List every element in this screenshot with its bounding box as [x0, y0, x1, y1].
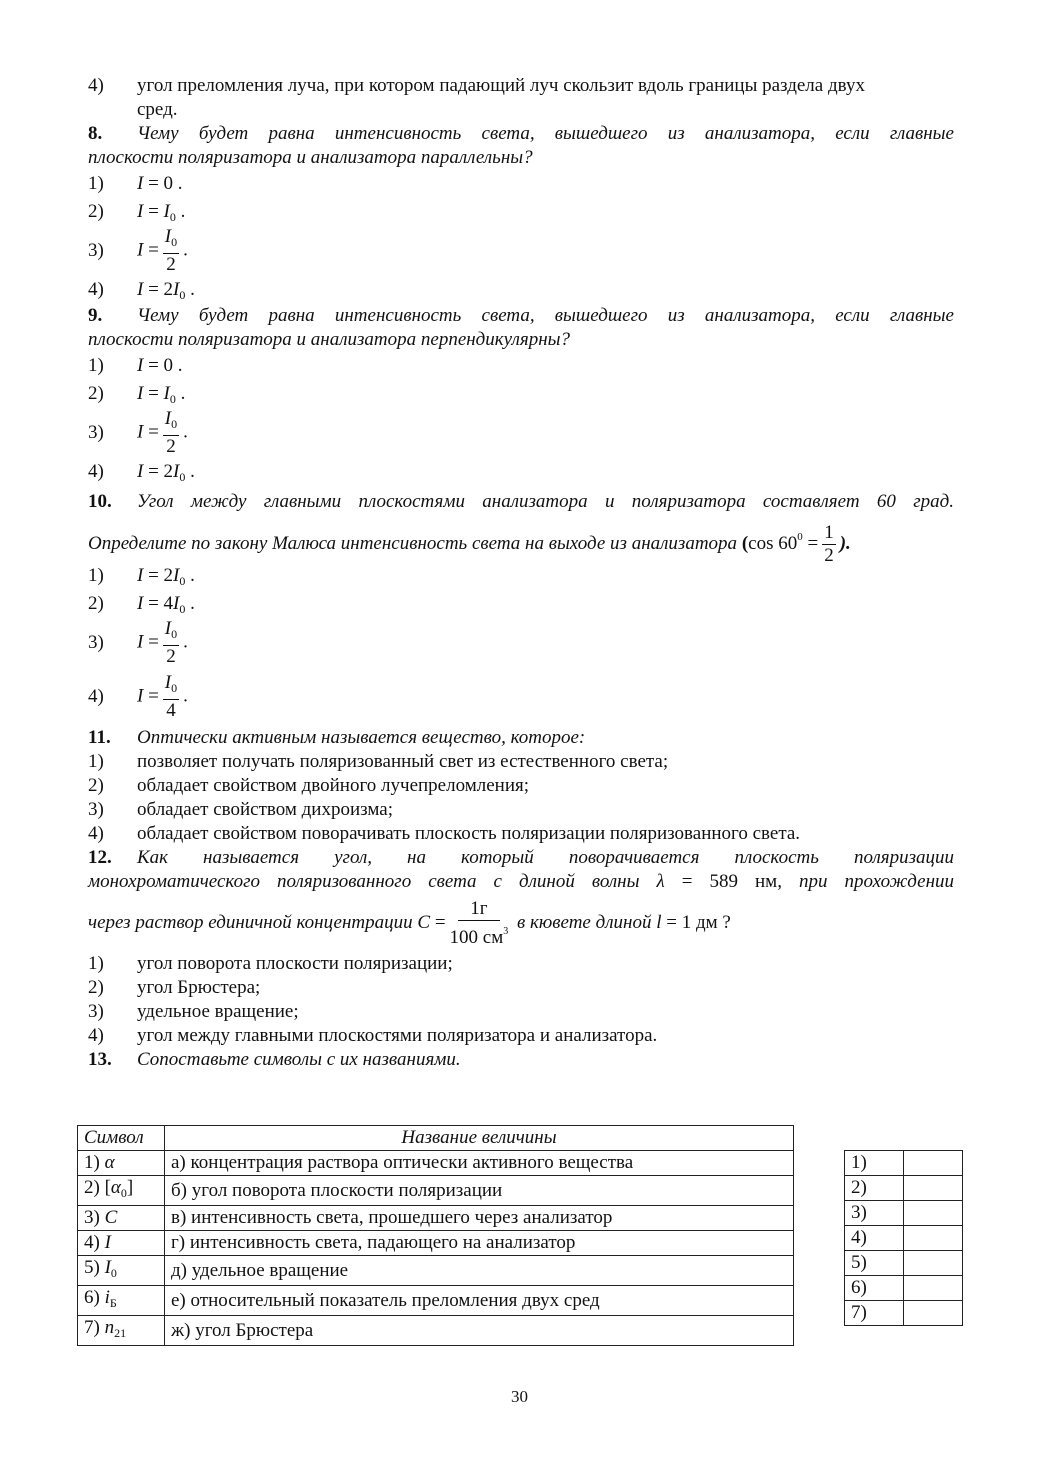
symbol-cell: 3) C: [78, 1206, 165, 1231]
option-number: 3): [88, 240, 104, 261]
question-12-line-3: через раствор единичной концентрации C = $\frac{1г}{100 см^3}$ в кювете длиной l = 1 дм ?: [88, 898, 731, 949]
table-header-row: [78, 1126, 794, 1151]
q9-option-2: 2) $I = I_0$ .: [88, 380, 954, 408]
option-text: угол преломления луча, при котором падающий луч скользит вдоль границы раздела двух: [137, 75, 865, 96]
q9-option-1: 1) I = 0 .: [88, 352, 954, 380]
answer-row: [845, 1251, 963, 1276]
option-number: 1): [88, 355, 104, 376]
option-text: позволяет получать поляризованный свет из естественного света;: [137, 751, 669, 772]
option-number: 3): [88, 799, 104, 820]
question-10-line-2: Определите по закону Малюса интенсивность света на выходе из анализатора (cos $60^0$ = $\frac{1}{2}$ ).: [88, 522, 851, 567]
symbol-cell: 6) $i_Б$: [78, 1286, 165, 1316]
option-line-cont: [88, 98, 954, 122]
option-number: 2): [88, 593, 104, 614]
answer-cell[interactable]: [904, 1201, 963, 1226]
q11-option-4: [88, 822, 954, 846]
question-text: через раствор единичной концентрации: [88, 912, 413, 933]
option-number: 3): [88, 1001, 104, 1022]
question-8-line-1: [88, 122, 954, 146]
q9-option-3: 3) I = $\frac{I_0}{2}$ .: [88, 408, 188, 457]
table-row: [78, 1256, 794, 1286]
name-cell: е) относительный показатель преломления двух сред: [165, 1286, 794, 1316]
option-number: 1): [88, 565, 104, 586]
table-row: [78, 1151, 794, 1176]
option-number: 4): [88, 686, 104, 707]
page-number: 30: [511, 1387, 528, 1406]
table-row: [78, 1206, 794, 1231]
question-9-line-1: [88, 304, 954, 328]
option-number: 1): [88, 173, 104, 194]
option-number: 3): [88, 632, 104, 653]
option-number: 3): [88, 422, 104, 443]
answer-row: [845, 1301, 963, 1326]
question-12-line-1: [88, 846, 954, 870]
table-row: [78, 1176, 794, 1206]
symbol-cell: 7) $n_{21}$: [78, 1316, 165, 1346]
question-text: , при прохождении: [777, 871, 954, 892]
q11-option-2: [88, 774, 954, 798]
header-name: Название величины: [165, 1126, 794, 1151]
name-cell: ж) угол Брюстера: [165, 1316, 794, 1346]
option-text: угол Брюстера;: [137, 977, 261, 998]
q10-option-3: 3) I = $\frac{I_0}{2}$ .: [88, 618, 188, 667]
answer-number: 2): [845, 1176, 904, 1201]
option-text: угол между главными плоскостями поляризатора и анализатора.: [137, 1025, 658, 1046]
q12-option-2: [88, 976, 954, 1000]
option-text: обладает свойством поворачивать плоскость поляризации поляризованного света.: [137, 823, 801, 844]
answer-number: 6): [845, 1276, 904, 1301]
question-13: [88, 1048, 954, 1072]
name-cell: б) угол поворота плоскости поляризации: [165, 1176, 794, 1206]
option-number: 4): [88, 75, 104, 96]
q11-option-3: [88, 798, 954, 822]
q8-option-2: 2) $I = I_0$ .: [88, 198, 954, 226]
option-text: угол поворота плоскости поляризации;: [137, 953, 453, 974]
q10-option-2: 2) $I = 4I_0$ .: [88, 590, 954, 618]
q11-option-1: [88, 750, 954, 774]
option-number: 1): [88, 751, 104, 772]
q8-option-1: 1) I = 0 .: [88, 170, 954, 198]
question-number: 13.: [88, 1049, 112, 1070]
question-text: Сопоставьте символы с их названиями.: [137, 1049, 461, 1070]
symbol-cell: 5) $I_0$: [78, 1256, 165, 1286]
option-text-cont: сред.: [137, 99, 178, 120]
q10-option-1: 1) $I = 2I_0$ .: [88, 562, 954, 590]
document-page: [88, 74, 954, 1072]
answer-table: [844, 1150, 963, 1326]
question-number: 12.: [88, 847, 112, 868]
answer-cell[interactable]: [904, 1226, 963, 1251]
matching-table: [77, 1125, 794, 1346]
answer-number: 7): [845, 1301, 904, 1326]
answer-cell[interactable]: [904, 1176, 963, 1201]
option-number: 2): [88, 383, 104, 404]
table-row: [78, 1231, 794, 1256]
name-cell: в) интенсивность света, прошедшего через анализатор: [165, 1206, 794, 1231]
question-text: Чему будет равна интенсивность света, вышедшего из анализатора, если главные: [137, 305, 954, 326]
option-number: 2): [88, 201, 104, 222]
question-number: 10.: [88, 491, 112, 512]
q12-option-3: [88, 1000, 954, 1024]
q12-option-1: [88, 952, 954, 976]
answer-number: 5): [845, 1251, 904, 1276]
option-number: 4): [88, 1025, 104, 1046]
option-text: обладает свойством двойного лучепреломления;: [137, 775, 530, 796]
symbol-cell: 4) I: [78, 1231, 165, 1256]
question-number: 8.: [88, 123, 103, 144]
option-number: 2): [88, 775, 104, 796]
q9-option-4: 4) $I = 2I_0$ .: [88, 458, 954, 486]
q12-option-4: [88, 1024, 954, 1048]
option-number: 4): [88, 823, 104, 844]
option-number: 4): [88, 279, 104, 300]
question-9-line-2: плоскости поляризатора и анализатора перпендикулярны?: [88, 329, 571, 350]
answer-number: 4): [845, 1226, 904, 1251]
question-12-line-2: монохроматического поляризованного света с длиной волны λ = 589 нм, при прохождении: [88, 871, 954, 892]
question-text: Чему будет равна интенсивность света, вышедшего из анализатора, если главные: [137, 123, 954, 144]
option-line: [88, 74, 954, 98]
table-row: [78, 1316, 794, 1346]
q8-option-3: 3) I = $\frac{I_0}{2}$ .: [88, 226, 188, 275]
name-cell: д) удельное вращение: [165, 1256, 794, 1286]
answer-row: [845, 1151, 963, 1176]
table-row: [78, 1286, 794, 1316]
answer-row: [845, 1176, 963, 1201]
answer-cell[interactable]: [904, 1251, 963, 1276]
option-number: 1): [88, 953, 104, 974]
question-number: 9.: [88, 305, 103, 326]
question-number: 11.: [88, 727, 111, 748]
question-text: монохроматического поляризованного света с длиной волны: [88, 871, 640, 892]
answer-row: [845, 1201, 963, 1226]
question-text: в кювете длиной: [517, 912, 652, 933]
option-number: 4): [88, 461, 104, 482]
question-10-line-1: [88, 490, 954, 514]
question-text: Угол между главными плоскостями анализатора и поляризатора составляет 60 град.: [137, 491, 954, 512]
option-text: обладает свойством дихроизма;: [137, 799, 393, 820]
question-text: Оптически активным называется вещество, которое:: [137, 727, 586, 748]
question-8-line-2: плоскости поляризатора и анализатора параллельны?: [88, 147, 533, 168]
answer-number: 1): [845, 1151, 904, 1176]
option-text: удельное вращение;: [137, 1001, 299, 1022]
name-cell: г) интенсивность света, падающего на анализатор: [165, 1231, 794, 1256]
symbol-cell: 1) α: [78, 1151, 165, 1176]
answer-cell[interactable]: [904, 1276, 963, 1301]
question-text: Как называется угол, на который поворачивается плоскость поляризации: [137, 847, 954, 868]
answer-row: [845, 1226, 963, 1251]
q10-option-4: 4) I = $\frac{I_0}{4}$ .: [88, 672, 188, 721]
option-number: 2): [88, 977, 104, 998]
answer-row: [845, 1276, 963, 1301]
answer-number: 3): [845, 1201, 904, 1226]
name-cell: а) концентрация раствора оптически активного вещества: [165, 1151, 794, 1176]
header-symbol: Символ: [78, 1126, 165, 1151]
answer-cell[interactable]: [904, 1301, 963, 1326]
answer-cell[interactable]: [904, 1151, 963, 1176]
q8-option-4: 4) $I = 2I_0$ .: [88, 276, 954, 304]
question-text: Определите по закону Малюса интенсивность света на выходе из анализатора: [88, 533, 738, 554]
question-11: [88, 726, 954, 750]
symbol-cell: 2) $[\alpha_0]$: [78, 1176, 165, 1206]
